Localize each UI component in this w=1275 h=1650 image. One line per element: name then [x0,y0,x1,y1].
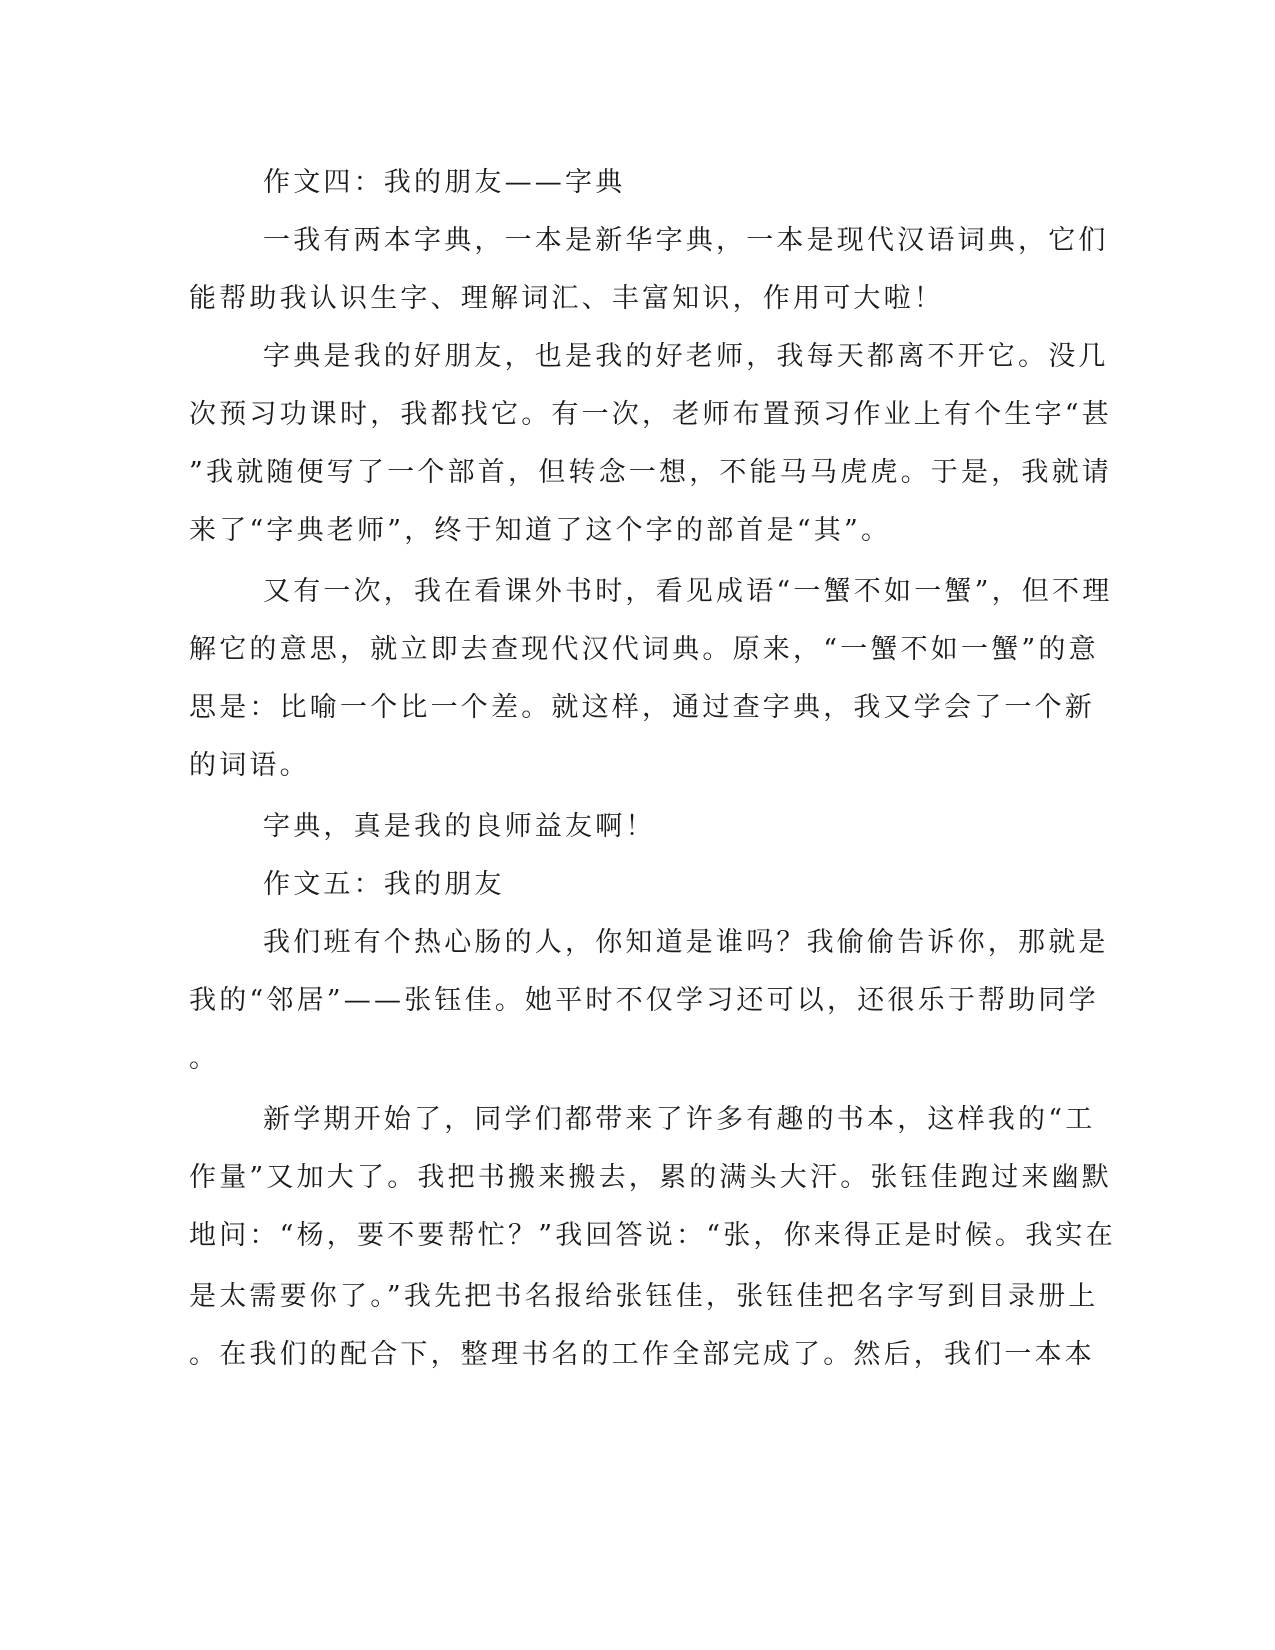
paragraph-line: 来了“字典老师”，终于知道了这个字的部首是“其”。 [189,515,892,546]
paragraph-line: 又有一次，我在看课外书时，看见成语“一蟹不如一蟹”，但不理 [263,576,1113,607]
paragraph-line: 。 [189,1043,220,1074]
paragraph-line: 的词语。 [189,750,310,781]
paragraph-line: 是太需要你了。”我先把书名报给张钰佳，张钰佳把名字写到目录册上 [189,1281,1099,1312]
paragraph-line: 作量”又加大了。我把书搬来搬去，累的满头大汗。张钰佳跑过来幽默 [189,1162,1113,1193]
paragraph-line: 我的“邻居”——张钰佳。她平时不仅学习还可以，还很乐于帮助同学 [189,985,1099,1016]
paragraph-line: 一我有两本字典，一本是新华字典，一本是现代汉语词典，它们 [263,225,1109,256]
paragraph-line: 地问：“杨，要不要帮忙？”我回答说：“张，你来得正是时候。我实在 [189,1220,1116,1251]
paragraph-line: 能帮助我认识生字、理解词汇、丰富知识，作用可大啦！ [189,283,944,314]
paragraph-line: 字典是我的好朋友，也是我的好老师，我每天都离不开它。没几 [263,341,1109,372]
paragraph-line: 字典，真是我的良师益友啊！ [263,811,656,842]
paragraph-line: 次预习功课时，我都找它。有一次，老师布置预习作业上有个生字“甚 [189,399,1113,430]
paragraph-line: ”我就随便写了一个部首，但转念一想，不能马马虎虎。于是，我就请 [189,457,1113,488]
paragraph-line: 思是：比喻一个比一个差。就这样，通过查字典，我又学会了一个新 [189,692,1095,723]
paragraph-line: 我们班有个热心肠的人，你知道是谁吗？我偷偷告诉你，那就是 [263,927,1109,958]
paragraph-line: 新学期开始了，同学们都带来了许多有趣的书本，这样我的“工 [263,1104,1096,1135]
paragraph-line: 解它的意思，就立即去查现代汉代词典。原来，“一蟹不如一蟹”的意 [189,634,1099,665]
essay-4-title: 作文四：我的朋友——字典 [263,167,626,198]
paragraph-line: 。在我们的配合下，整理书名的工作全部完成了。然后，我们一本本 [189,1339,1095,1370]
essay-5-title: 作文五：我的朋友 [263,869,505,900]
